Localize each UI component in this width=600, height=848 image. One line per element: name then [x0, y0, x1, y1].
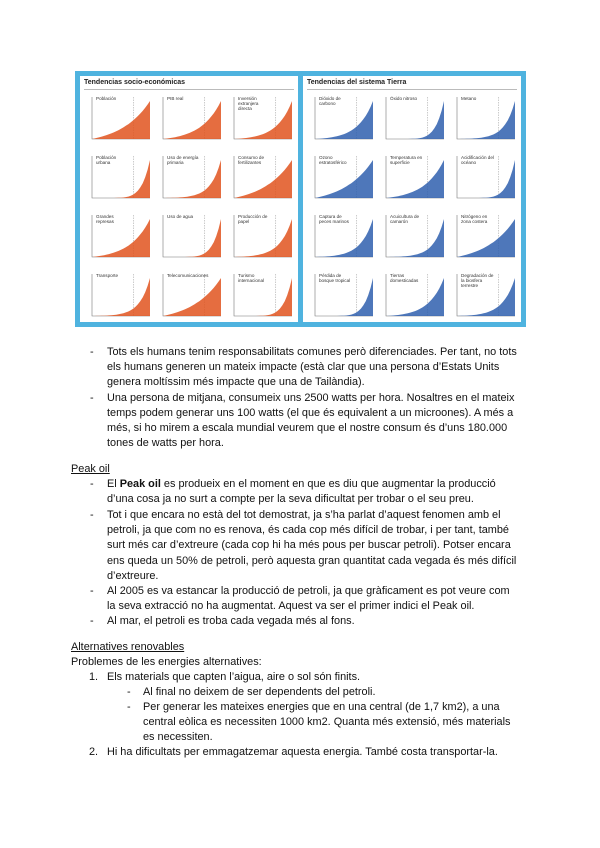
dash-bullet: - [90, 346, 94, 358]
trend-chart-label: Dióxido de carbono [319, 96, 353, 106]
trend-chart [84, 270, 152, 324]
alternatives-sub-2-line1: Per generar les mateixes energies que en una central (de 1,7 km2), a una [143, 701, 500, 713]
alternatives-sub-2-line3: es necessiten. [143, 731, 213, 743]
trend-chart [155, 270, 223, 324]
trend-area [234, 219, 292, 257]
peak-oil-bullet-1-line-1: la seva extracció no ha augmentat. Aquest va ser el primer indici el Peak oil. [107, 600, 475, 613]
trend-area [315, 101, 373, 139]
trend-chart-label: Población urbana [96, 155, 130, 165]
alternatives-item-2: Hi ha dificultats per emmagatzemar aquesta energia. També costa transportar-la. [107, 746, 498, 758]
earth-system-title: Tendencias del sistema Tierra [307, 79, 407, 86]
panel-divider [84, 89, 294, 90]
dash-bullet: - [90, 615, 94, 628]
trend-chart-label: Transporte [96, 273, 130, 278]
trend-chart-label: Nitrógeno en zona costera [461, 214, 495, 224]
trend-chart [449, 93, 517, 147]
trend-area [92, 278, 150, 316]
trend-area [163, 219, 221, 257]
dash-bullet: - [90, 478, 94, 490]
trend-area [163, 278, 221, 316]
earth-system-panel [303, 76, 521, 322]
trend-chart-label: Grandes represas [96, 214, 130, 224]
trend-chart-label: Tierras domesticadas [390, 273, 424, 283]
trend-area [457, 160, 515, 198]
trend-chart [226, 93, 294, 147]
trend-area [163, 160, 221, 198]
trend-chart-label: Turismo internacional [238, 273, 272, 283]
trend-area [386, 219, 444, 257]
trend-chart [307, 211, 375, 265]
peak-oil-heading: Peak oil [71, 463, 110, 475]
trend-chart [378, 152, 446, 206]
panel-divider [307, 89, 517, 90]
peak-oil-bullet-0-line-1: petroli, ja que com no es renova, és cada cop més difícil de trobar, i per tant, també [107, 524, 509, 537]
trend-chart [226, 270, 294, 324]
intro-bullet-1-line-2: més, si ho mirem a escala mundial veurem que el nostre consum és d’uns 180.000 [107, 422, 508, 434]
peak-oil-bullet-0-line-2: surt més car d’extreure (cada cop hi ha més pous per buscar petroli). Potser encara [107, 539, 511, 552]
alternatives-intro: Problemes de les energies alternatives: [71, 656, 262, 668]
peak-oil-definition-line2: d’una cosa ja no surt a compte per la seva dificultat per trobar o el seu preu. [107, 493, 474, 505]
trend-chart-svg [155, 270, 223, 324]
dash-bullet: - [90, 509, 94, 521]
peak-oil-bullet-0-line-0: Tot i que encara no està del tot demostrat, ja s’ha parlat d’aquest fenomen amb el [107, 509, 501, 521]
trend-area [315, 160, 373, 198]
trend-chart-label: Temperatura en superficie [390, 155, 423, 165]
intro-bullet-1-line-3: tones de watts per hora. [107, 437, 224, 450]
trend-area [457, 219, 515, 257]
trend-area [386, 160, 444, 198]
trend-area [234, 160, 292, 198]
peak-oil-bullet-0-line-4: d’extreure. [107, 569, 159, 582]
trend-chart-label: Acuicultura de camarón [390, 214, 424, 224]
trend-chart-svg [378, 93, 446, 147]
trend-chart-label: Acidificación del océano [461, 155, 494, 165]
trend-chart-label: PIB real [167, 96, 201, 101]
trend-chart [449, 270, 517, 324]
trend-chart-svg [84, 270, 152, 324]
alternatives-heading: Alternatives renovables [71, 641, 185, 653]
trend-chart [449, 152, 517, 206]
trend-chart [84, 211, 152, 265]
item-number-1: 1. [89, 671, 99, 683]
trend-chart [307, 270, 375, 324]
trend-chart [226, 211, 294, 265]
peak-oil-bullet-1-line-0: Al 2005 es va estancar la producció de petroli, ja que gràficament es pot veure com [107, 585, 510, 597]
trend-chart-label: Pérdida de bosque tropical [319, 273, 353, 283]
trend-area [92, 101, 150, 139]
alternatives-sub-2-line2: central eòlica es necessiten 1000 km2. Quanta més extensió, més materials [143, 716, 511, 728]
trend-area [92, 219, 150, 257]
trend-chart [84, 152, 152, 206]
trend-chart [84, 93, 152, 147]
trend-chart [378, 211, 446, 265]
trend-chart-label: Uso de energía primaria [167, 155, 201, 165]
trend-area [315, 278, 373, 316]
trend-chart-label: Producción de papel [238, 214, 272, 224]
dash-bullet: - [90, 391, 94, 404]
socio-economic-title: Tendencias socio-económicas [84, 79, 186, 86]
trend-chart [307, 93, 375, 147]
dash-bullet: - [127, 686, 131, 698]
intro-bullet-0-line-0: Tots els humans tenim responsabilitats comunes però diferenciades. Per tant, no tots [107, 346, 517, 358]
trend-chart-label: Metano [461, 96, 495, 101]
trend-chart [378, 270, 446, 324]
trend-area [315, 219, 373, 257]
trend-chart-label: Consumo de fertilizantes [238, 155, 272, 165]
trend-chart-label: Ozono estratosférico [319, 155, 353, 165]
item-number-2: 2. [89, 746, 99, 758]
trend-chart-svg [155, 211, 223, 265]
trend-chart-label: Telecomunicaciones [167, 273, 209, 278]
trend-chart-svg [155, 93, 223, 147]
trend-chart [449, 211, 517, 265]
trend-chart-label: Captura de peces marinos [319, 214, 353, 224]
trend-chart [378, 93, 446, 147]
trend-area [386, 278, 444, 316]
trend-chart [155, 93, 223, 147]
intro-bullet-1-line-1: temps podem generar uns 100 watts (el que és equivalent a un microones). A més a [107, 406, 514, 419]
peak-oil-bullet-2-line-0: Al mar, el petroli es troba cada vegada més al fons. [107, 615, 355, 628]
dash-bullet: - [90, 585, 94, 597]
intro-bullet-0-line-2: genera moltíssim més impacte que una de Tailàndia). [107, 376, 365, 389]
intro-bullet-0-line-1: els humans generen un mateix impacte (està clar que una persona d’Estats Units [107, 361, 500, 374]
alternatives-item-1: Els materials que capten l’aigua, aire o sol són finits. [107, 671, 361, 683]
trend-chart-svg [84, 93, 152, 147]
trend-chart-label: Óxido nitroso [390, 96, 424, 101]
earth-trends-figure [75, 71, 526, 327]
trend-area [457, 101, 515, 139]
trend-chart-label: Degradación de la biosfera terrestre [461, 273, 494, 288]
alternatives-sub-1: Al final no deixem de ser dependents del petroli. [143, 686, 376, 698]
peak-oil-definition: El Peak oil es produeix en el moment en que es diu que augmentar la producció [107, 478, 496, 490]
trend-area [234, 278, 292, 316]
trend-chart-label: Uso de agua [167, 214, 201, 219]
trend-chart [155, 211, 223, 265]
trend-chart-label: Población [96, 96, 130, 101]
trend-area [163, 101, 221, 139]
trend-chart-svg [449, 93, 517, 147]
trend-chart [155, 152, 223, 206]
trend-chart-label: Inversión extranjera directa [238, 96, 272, 111]
socio-economic-panel [80, 76, 298, 322]
trend-chart [226, 152, 294, 206]
trend-chart [307, 152, 375, 206]
dash-bullet: - [127, 701, 131, 713]
peak-oil-bullet-0-line-3: ens queda un 50% de petroli, però aquesta gran quantitat cada vegada és més difícil [107, 554, 517, 567]
trend-area [386, 101, 444, 139]
intro-bullet-1-line-0: Una persona de mitjana, consumeix uns 2500 watts per hora. Nosaltres en el mateix [107, 391, 515, 404]
trend-area [92, 160, 150, 198]
